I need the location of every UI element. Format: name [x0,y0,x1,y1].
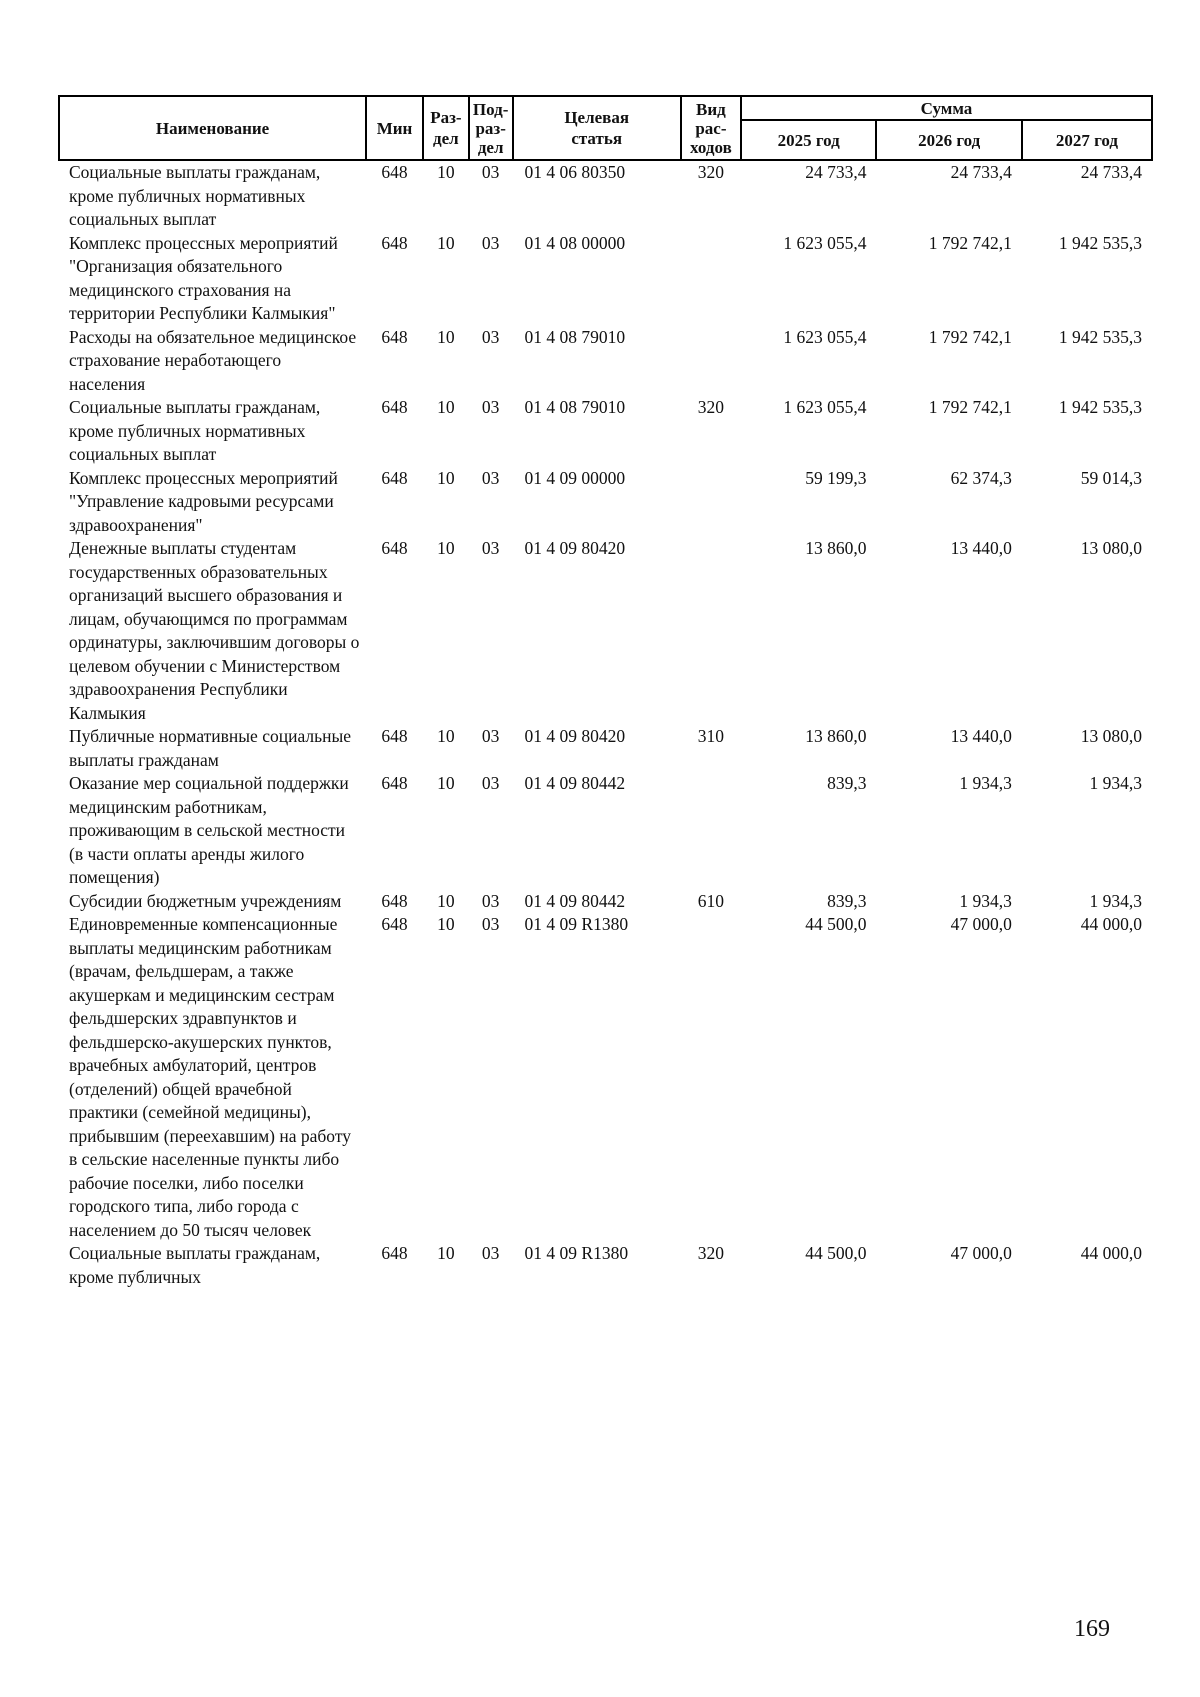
cell-vid: 310 [697,726,725,746]
cell-target: 01 4 09 80442 [524,773,626,793]
table-row [59,537,1152,725]
cell-2027: 1 942 535,3 [1058,397,1142,417]
cell-vid: 320 [697,1243,725,1263]
cell-podrazdel: 03 [481,326,500,347]
cell-min: 648 [381,726,408,746]
cell-name: Комплекс процессных мероприятий "Организация обязательного медицинского страхования на территории Республики Калмыкия" [69,232,338,323]
cell-2025: 59 199,3 [805,467,867,488]
cell-min: 648 [381,538,408,558]
cell-target: 01 4 09 00000 [524,467,626,488]
page-number: 169 [1074,1616,1110,1642]
cell-razdel: 10 [437,326,455,347]
cell-target: 01 4 09 80420 [524,538,626,558]
cell-razdel: 10 [437,914,455,934]
cell-2026: 1 934,3 [959,890,1012,911]
cell-2027: 59 014,3 [1080,467,1142,488]
cell-vid [681,772,741,890]
cell-vid: 320 [697,397,725,417]
cell-min: 648 [381,773,408,793]
header-razdel: Раз- дел [423,96,469,160]
cell-2027: 13 080,0 [1080,538,1142,558]
cell-min: 648 [381,467,408,488]
cell-2025: 24 733,4 [805,162,867,182]
table-row [59,326,1152,397]
cell-2026: 24 733,4 [950,162,1012,182]
cell-vid [681,326,741,397]
cell-razdel: 10 [437,726,455,746]
cell-name: Комплекс процессных мероприятий "Управление кадровыми ресурсами здравоохранения" [69,467,338,535]
cell-2025: 839,3 [827,890,867,911]
cell-2027: 1 942 535,3 [1058,232,1142,253]
cell-razdel: 10 [437,890,455,911]
cell-podrazdel: 03 [481,726,500,746]
cell-target: 01 4 08 79010 [524,326,626,347]
table-row [59,160,1152,232]
cell-2027: 24 733,4 [1080,162,1142,182]
cell-target: 01 4 09 80420 [524,726,626,746]
cell-min: 648 [381,232,408,253]
cell-podrazdel: 03 [481,162,500,182]
cell-razdel: 10 [437,397,455,417]
budget-table [58,95,1153,1289]
table-row [59,913,1152,1242]
cell-podrazdel: 03 [481,773,500,793]
cell-target: 01 4 09 R1380 [524,1243,629,1263]
cell-2026: 62 374,3 [950,467,1012,488]
cell-vid: 320 [697,162,725,182]
cell-2026: 1 792 742,1 [928,232,1012,253]
cell-2026: 1 792 742,1 [928,397,1012,417]
cell-name: Социальные выплаты гражданам, кроме публичных нормативных социальных выплат [69,162,321,229]
table-row [59,890,1152,914]
cell-min: 648 [381,326,408,347]
cell-name: Социальные выплаты гражданам, кроме публичных [69,1243,321,1287]
cell-podrazdel: 03 [481,538,500,558]
cell-vid [681,467,741,538]
cell-razdel: 10 [437,467,455,488]
cell-2025: 44 500,0 [805,1243,867,1263]
cell-min: 648 [381,1243,408,1263]
cell-min: 648 [381,397,408,417]
cell-2025: 44 500,0 [805,914,867,934]
cell-vid [681,913,741,1242]
cell-target: 01 4 06 80350 [524,162,626,182]
cell-2026: 47 000,0 [950,914,1012,934]
header-year-2026: 2026 год [876,120,1021,160]
cell-razdel: 10 [437,538,455,558]
cell-2027: 44 000,0 [1080,1243,1142,1263]
cell-vid: 610 [697,890,725,911]
cell-target: 01 4 09 R1380 [524,914,629,934]
cell-podrazdel: 03 [481,397,500,417]
cell-name: Единовременные компенсационные выплаты медицинским работникам (врачам, фельдшерам, а также акушеркам и медицинским сестрам фельдшерских здравпунктов и фельдшерско-акушерских пунктов, врачебных амбулаторий, центров (отделений) общей врачебной практики (семейной медицины), прибывшим (переехавшим) на работу в сельские населенные пункты либо рабочие поселки, либо поселки городского типа, либо города с населением до 50 тысяч человек [69,914,351,1240]
cell-2026: 13 440,0 [950,726,1012,746]
cell-razdel: 10 [437,1243,455,1263]
header-vid: Вид рас- ходов [681,96,741,160]
cell-name: Расходы на обязательное медицинское страхование неработающего населения [69,326,357,394]
cell-2025: 839,3 [827,773,867,793]
header-podrazdel: Под- раз- дел [469,96,513,160]
header-year-2027: 2027 год [1022,120,1152,160]
cell-podrazdel: 03 [481,232,500,253]
table-body [59,160,1152,1289]
table-header [59,96,1152,160]
cell-2025: 1 623 055,4 [783,326,867,347]
cell-name: Денежные выплаты студентам государственных образовательных организаций высшего образования и лицам, обучающимся по программам ординатуры, заключившим договоры о целевом обучении с Министерством здравоохранения Республики Калмыкия [69,538,360,723]
cell-target: 01 4 08 00000 [524,232,626,253]
cell-2026: 1 792 742,1 [928,326,1012,347]
header-summa: Сумма [741,96,1152,120]
document-page [58,95,1153,1289]
header-year-2025: 2025 год [741,120,877,160]
header-target: Целевая статья [513,96,681,160]
cell-podrazdel: 03 [481,1243,500,1263]
cell-podrazdel: 03 [481,914,500,934]
cell-target: 01 4 09 80442 [524,890,626,911]
cell-2026: 1 934,3 [959,773,1012,793]
cell-2025: 13 860,0 [805,726,867,746]
cell-2026: 47 000,0 [950,1243,1012,1263]
table-row [59,772,1152,890]
cell-name: Субсидии бюджетным учреждениям [69,890,342,911]
header-min: Мин [366,96,423,160]
cell-podrazdel: 03 [481,890,500,911]
cell-vid [681,537,741,725]
cell-2027: 1 934,3 [1089,890,1142,911]
cell-min: 648 [381,890,408,911]
cell-min: 648 [381,914,408,934]
cell-razdel: 10 [437,162,455,182]
table-row [59,232,1152,326]
cell-2027: 1 942 535,3 [1058,326,1142,347]
table-row [59,1242,1152,1289]
cell-2027: 44 000,0 [1080,914,1142,934]
cell-2025: 1 623 055,4 [783,397,867,417]
cell-vid [681,232,741,326]
table-row [59,725,1152,772]
cell-target: 01 4 08 79010 [524,397,626,417]
cell-2026: 13 440,0 [950,538,1012,558]
cell-podrazdel: 03 [481,467,500,488]
header-name: Наименование [59,96,366,160]
cell-name: Социальные выплаты гражданам, кроме публичных нормативных социальных выплат [69,397,321,464]
cell-name: Оказание мер социальной поддержки медицинским работникам, проживающим в сельской местности (в части оплаты аренды жилого помещения) [69,773,349,887]
cell-2027: 13 080,0 [1080,726,1142,746]
table-row [59,467,1152,538]
table-row [59,396,1152,467]
cell-2027: 1 934,3 [1089,773,1142,793]
cell-razdel: 10 [437,232,455,253]
cell-name: Публичные нормативные социальные выплаты гражданам [69,726,351,770]
cell-razdel: 10 [437,773,455,793]
cell-2025: 1 623 055,4 [783,232,867,253]
cell-min: 648 [381,162,408,182]
cell-2025: 13 860,0 [805,538,867,558]
